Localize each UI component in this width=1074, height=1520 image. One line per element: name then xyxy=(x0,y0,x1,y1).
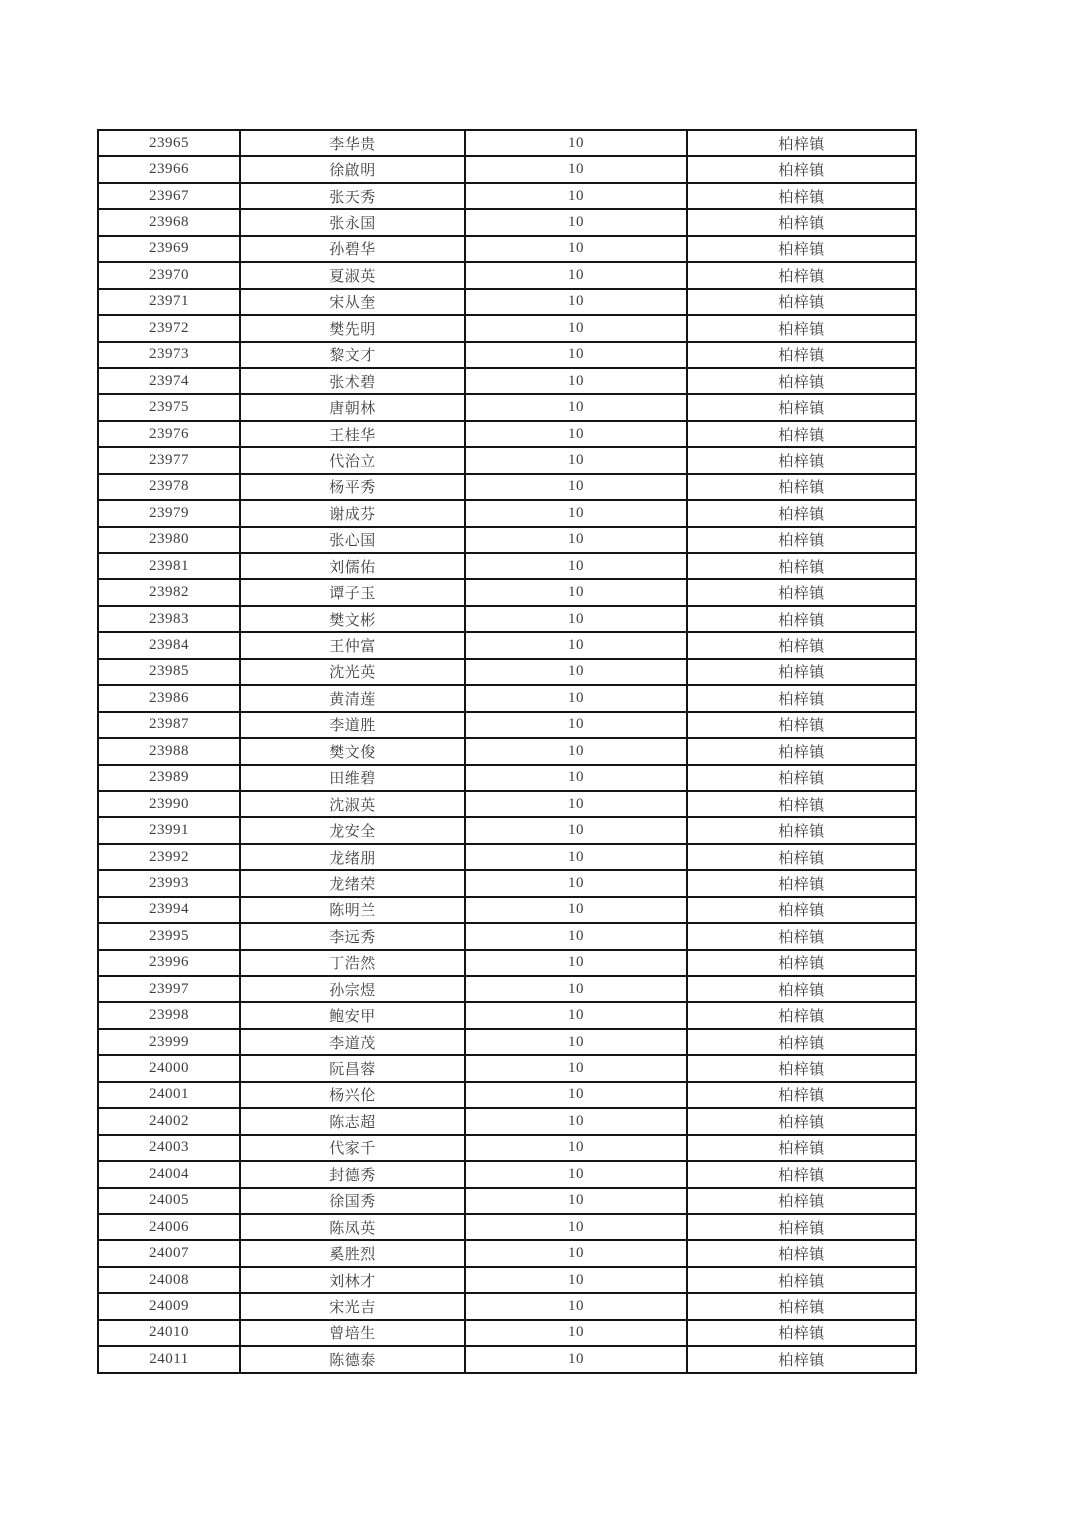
row-value-cell: 10 xyxy=(465,527,687,553)
row-name-cell: 张永国 xyxy=(240,209,465,235)
row-town-cell: 柏梓镇 xyxy=(687,659,916,685)
row-name-cell: 王仲富 xyxy=(240,632,465,658)
row-town-cell: 柏梓镇 xyxy=(687,1161,916,1187)
row-town-cell: 柏梓镇 xyxy=(687,500,916,526)
table-row xyxy=(98,1108,916,1134)
row-value-cell: 10 xyxy=(465,183,687,209)
table-row xyxy=(98,950,916,976)
table-row xyxy=(98,632,916,658)
row-serial-cell: 23997 xyxy=(98,976,240,1002)
table-row xyxy=(98,130,916,156)
row-value-cell: 10 xyxy=(465,1293,687,1319)
row-value-cell: 10 xyxy=(465,870,687,896)
table-row xyxy=(98,685,916,711)
row-value-cell: 10 xyxy=(465,130,687,156)
table-row xyxy=(98,738,916,764)
row-town-cell: 柏梓镇 xyxy=(687,421,916,447)
row-serial-cell: 23975 xyxy=(98,394,240,420)
row-value-cell: 10 xyxy=(465,447,687,473)
row-serial-cell: 23987 xyxy=(98,712,240,738)
row-name-cell: 樊文彬 xyxy=(240,606,465,632)
row-name-cell: 孙宗煜 xyxy=(240,976,465,1002)
row-value-cell: 10 xyxy=(465,1108,687,1134)
table-row xyxy=(98,579,916,605)
row-serial-cell: 23984 xyxy=(98,632,240,658)
row-value-cell: 10 xyxy=(465,421,687,447)
row-name-cell: 徐啟明 xyxy=(240,156,465,182)
table-row xyxy=(98,421,916,447)
row-serial-cell: 23990 xyxy=(98,791,240,817)
row-serial-cell: 24006 xyxy=(98,1214,240,1240)
table-row xyxy=(98,474,916,500)
row-town-cell: 柏梓镇 xyxy=(687,553,916,579)
row-name-cell: 阮昌蓉 xyxy=(240,1055,465,1081)
table-row xyxy=(98,209,916,235)
row-town-cell: 柏梓镇 xyxy=(687,817,916,843)
table-row xyxy=(98,1214,916,1240)
row-name-cell: 张天秀 xyxy=(240,183,465,209)
table-row xyxy=(98,659,916,685)
row-value-cell: 10 xyxy=(465,1161,687,1187)
table-row xyxy=(98,765,916,791)
row-name-cell: 丁浩然 xyxy=(240,950,465,976)
row-town-cell: 柏梓镇 xyxy=(687,183,916,209)
row-value-cell: 10 xyxy=(465,1240,687,1266)
row-value-cell: 10 xyxy=(465,209,687,235)
table-row xyxy=(98,342,916,368)
row-town-cell: 柏梓镇 xyxy=(687,579,916,605)
row-serial-cell: 23989 xyxy=(98,765,240,791)
row-town-cell: 柏梓镇 xyxy=(687,1346,916,1372)
row-name-cell: 刘儒佑 xyxy=(240,553,465,579)
row-town-cell: 柏梓镇 xyxy=(687,1214,916,1240)
row-serial-cell: 23982 xyxy=(98,579,240,605)
row-town-cell: 柏梓镇 xyxy=(687,1240,916,1266)
row-name-cell: 宋从奎 xyxy=(240,289,465,315)
row-value-cell: 10 xyxy=(465,156,687,182)
row-value-cell: 10 xyxy=(465,632,687,658)
table-row xyxy=(98,897,916,923)
row-name-cell: 孙碧华 xyxy=(240,236,465,262)
row-serial-cell: 23995 xyxy=(98,923,240,949)
row-town-cell: 柏梓镇 xyxy=(687,156,916,182)
row-town-cell: 柏梓镇 xyxy=(687,976,916,1002)
row-value-cell: 10 xyxy=(465,712,687,738)
row-value-cell: 10 xyxy=(465,553,687,579)
row-town-cell: 柏梓镇 xyxy=(687,791,916,817)
table-row xyxy=(98,1002,916,1028)
table-row xyxy=(98,262,916,288)
row-name-cell: 李华贵 xyxy=(240,130,465,156)
row-name-cell: 谢成芬 xyxy=(240,500,465,526)
row-town-cell: 柏梓镇 xyxy=(687,870,916,896)
row-value-cell: 10 xyxy=(465,606,687,632)
row-serial-cell: 24002 xyxy=(98,1108,240,1134)
row-value-cell: 10 xyxy=(465,500,687,526)
row-serial-cell: 23973 xyxy=(98,342,240,368)
table-row xyxy=(98,156,916,182)
row-town-cell: 柏梓镇 xyxy=(687,1135,916,1161)
row-town-cell: 柏梓镇 xyxy=(687,1108,916,1134)
row-value-cell: 10 xyxy=(465,1055,687,1081)
row-name-cell: 张术碧 xyxy=(240,368,465,394)
row-name-cell: 杨兴伦 xyxy=(240,1082,465,1108)
row-serial-cell: 24003 xyxy=(98,1135,240,1161)
table-row xyxy=(98,289,916,315)
table-row xyxy=(98,315,916,341)
row-value-cell: 10 xyxy=(465,1346,687,1372)
table-row xyxy=(98,553,916,579)
row-value-cell: 10 xyxy=(465,1320,687,1346)
row-name-cell: 唐朝林 xyxy=(240,394,465,420)
row-town-cell: 柏梓镇 xyxy=(687,527,916,553)
row-name-cell: 樊文俊 xyxy=(240,738,465,764)
row-town-cell: 柏梓镇 xyxy=(687,923,916,949)
row-serial-cell: 23979 xyxy=(98,500,240,526)
row-name-cell: 黄清莲 xyxy=(240,685,465,711)
table-row xyxy=(98,976,916,1002)
row-serial-cell: 23970 xyxy=(98,262,240,288)
row-value-cell: 10 xyxy=(465,791,687,817)
row-serial-cell: 23978 xyxy=(98,474,240,500)
row-value-cell: 10 xyxy=(465,897,687,923)
row-value-cell: 10 xyxy=(465,923,687,949)
row-serial-cell: 24009 xyxy=(98,1293,240,1319)
row-value-cell: 10 xyxy=(465,1135,687,1161)
row-value-cell: 10 xyxy=(465,262,687,288)
row-value-cell: 10 xyxy=(465,289,687,315)
row-value-cell: 10 xyxy=(465,976,687,1002)
row-name-cell: 李道胜 xyxy=(240,712,465,738)
row-value-cell: 10 xyxy=(465,817,687,843)
row-serial-cell: 23965 xyxy=(98,130,240,156)
row-value-cell: 10 xyxy=(465,1082,687,1108)
table-row xyxy=(98,1082,916,1108)
row-serial-cell: 23977 xyxy=(98,447,240,473)
row-name-cell: 李道茂 xyxy=(240,1029,465,1055)
row-town-cell: 柏梓镇 xyxy=(687,289,916,315)
row-name-cell: 王桂华 xyxy=(240,421,465,447)
table-row xyxy=(98,1267,916,1293)
row-name-cell: 龙绪荣 xyxy=(240,870,465,896)
row-value-cell: 10 xyxy=(465,474,687,500)
row-name-cell: 曾培生 xyxy=(240,1320,465,1346)
row-town-cell: 柏梓镇 xyxy=(687,950,916,976)
row-serial-cell: 24011 xyxy=(98,1346,240,1372)
row-town-cell: 柏梓镇 xyxy=(687,474,916,500)
row-name-cell: 黎文才 xyxy=(240,342,465,368)
row-serial-cell: 24004 xyxy=(98,1161,240,1187)
row-name-cell: 代治立 xyxy=(240,447,465,473)
row-town-cell: 柏梓镇 xyxy=(687,1055,916,1081)
row-serial-cell: 23967 xyxy=(98,183,240,209)
row-name-cell: 樊先明 xyxy=(240,315,465,341)
row-town-cell: 柏梓镇 xyxy=(687,765,916,791)
table-row xyxy=(98,1029,916,1055)
row-value-cell: 10 xyxy=(465,685,687,711)
table-row xyxy=(98,500,916,526)
row-serial-cell: 23969 xyxy=(98,236,240,262)
row-serial-cell: 23991 xyxy=(98,817,240,843)
row-value-cell: 10 xyxy=(465,844,687,870)
row-town-cell: 柏梓镇 xyxy=(687,368,916,394)
row-name-cell: 封德秀 xyxy=(240,1161,465,1187)
table-row xyxy=(98,368,916,394)
table-row xyxy=(98,1240,916,1266)
row-serial-cell: 23972 xyxy=(98,315,240,341)
row-town-cell: 柏梓镇 xyxy=(687,262,916,288)
row-name-cell: 李远秀 xyxy=(240,923,465,949)
table-row xyxy=(98,1320,916,1346)
row-town-cell: 柏梓镇 xyxy=(687,606,916,632)
table-row xyxy=(98,1135,916,1161)
row-serial-cell: 23985 xyxy=(98,659,240,685)
row-town-cell: 柏梓镇 xyxy=(687,1002,916,1028)
table-row xyxy=(98,1161,916,1187)
row-name-cell: 陈明兰 xyxy=(240,897,465,923)
row-serial-cell: 24001 xyxy=(98,1082,240,1108)
row-value-cell: 10 xyxy=(465,579,687,605)
row-name-cell: 代家千 xyxy=(240,1135,465,1161)
row-serial-cell: 23996 xyxy=(98,950,240,976)
row-town-cell: 柏梓镇 xyxy=(687,342,916,368)
row-serial-cell: 23999 xyxy=(98,1029,240,1055)
row-serial-cell: 24000 xyxy=(98,1055,240,1081)
row-serial-cell: 23980 xyxy=(98,527,240,553)
records-table xyxy=(97,129,917,1374)
row-serial-cell: 24010 xyxy=(98,1320,240,1346)
table-row xyxy=(98,1346,916,1372)
table-row xyxy=(98,1188,916,1214)
row-serial-cell: 23998 xyxy=(98,1002,240,1028)
row-value-cell: 10 xyxy=(465,1214,687,1240)
row-serial-cell: 23988 xyxy=(98,738,240,764)
row-serial-cell: 23992 xyxy=(98,844,240,870)
row-serial-cell: 23971 xyxy=(98,289,240,315)
row-value-cell: 10 xyxy=(465,368,687,394)
row-serial-cell: 23976 xyxy=(98,421,240,447)
row-town-cell: 柏梓镇 xyxy=(687,1293,916,1319)
row-name-cell: 龙安全 xyxy=(240,817,465,843)
row-name-cell: 沈淑英 xyxy=(240,791,465,817)
row-value-cell: 10 xyxy=(465,236,687,262)
row-value-cell: 10 xyxy=(465,738,687,764)
table-row xyxy=(98,527,916,553)
records-table-body xyxy=(98,130,916,1373)
row-town-cell: 柏梓镇 xyxy=(687,236,916,262)
table-row xyxy=(98,712,916,738)
table-row xyxy=(98,870,916,896)
row-serial-cell: 23968 xyxy=(98,209,240,235)
row-value-cell: 10 xyxy=(465,1267,687,1293)
table-row xyxy=(98,923,916,949)
table-row xyxy=(98,791,916,817)
row-town-cell: 柏梓镇 xyxy=(687,315,916,341)
row-serial-cell: 23994 xyxy=(98,897,240,923)
row-value-cell: 10 xyxy=(465,765,687,791)
row-town-cell: 柏梓镇 xyxy=(687,844,916,870)
table-row xyxy=(98,394,916,420)
row-name-cell: 田维碧 xyxy=(240,765,465,791)
row-value-cell: 10 xyxy=(465,315,687,341)
row-name-cell: 夏淑英 xyxy=(240,262,465,288)
row-town-cell: 柏梓镇 xyxy=(687,1267,916,1293)
row-name-cell: 张心国 xyxy=(240,527,465,553)
row-name-cell: 龙绪朋 xyxy=(240,844,465,870)
row-town-cell: 柏梓镇 xyxy=(687,632,916,658)
row-name-cell: 沈光英 xyxy=(240,659,465,685)
table-row xyxy=(98,606,916,632)
row-name-cell: 徐国秀 xyxy=(240,1188,465,1214)
row-town-cell: 柏梓镇 xyxy=(687,1082,916,1108)
row-town-cell: 柏梓镇 xyxy=(687,1188,916,1214)
row-serial-cell: 23974 xyxy=(98,368,240,394)
row-name-cell: 奚胜烈 xyxy=(240,1240,465,1266)
table-row xyxy=(98,1293,916,1319)
table-row xyxy=(98,447,916,473)
row-town-cell: 柏梓镇 xyxy=(687,712,916,738)
row-serial-cell: 23981 xyxy=(98,553,240,579)
row-name-cell: 陈志超 xyxy=(240,1108,465,1134)
table-row xyxy=(98,183,916,209)
row-value-cell: 10 xyxy=(465,659,687,685)
row-serial-cell: 23983 xyxy=(98,606,240,632)
row-serial-cell: 24008 xyxy=(98,1267,240,1293)
row-value-cell: 10 xyxy=(465,1029,687,1055)
row-serial-cell: 24005 xyxy=(98,1188,240,1214)
row-town-cell: 柏梓镇 xyxy=(687,897,916,923)
table-row xyxy=(98,817,916,843)
row-name-cell: 刘林才 xyxy=(240,1267,465,1293)
row-value-cell: 10 xyxy=(465,394,687,420)
row-town-cell: 柏梓镇 xyxy=(687,685,916,711)
table-row xyxy=(98,844,916,870)
table-row xyxy=(98,236,916,262)
row-name-cell: 陈凤英 xyxy=(240,1214,465,1240)
row-name-cell: 宋光吉 xyxy=(240,1293,465,1319)
row-name-cell: 杨平秀 xyxy=(240,474,465,500)
row-serial-cell: 23966 xyxy=(98,156,240,182)
row-value-cell: 10 xyxy=(465,342,687,368)
table-row xyxy=(98,1055,916,1081)
row-value-cell: 10 xyxy=(465,1002,687,1028)
row-value-cell: 10 xyxy=(465,950,687,976)
row-value-cell: 10 xyxy=(465,1188,687,1214)
row-name-cell: 陈德泰 xyxy=(240,1346,465,1372)
row-name-cell: 鲍安甲 xyxy=(240,1002,465,1028)
row-town-cell: 柏梓镇 xyxy=(687,1320,916,1346)
row-town-cell: 柏梓镇 xyxy=(687,447,916,473)
row-name-cell: 谭子玉 xyxy=(240,579,465,605)
row-town-cell: 柏梓镇 xyxy=(687,738,916,764)
row-town-cell: 柏梓镇 xyxy=(687,394,916,420)
row-serial-cell: 23986 xyxy=(98,685,240,711)
row-serial-cell: 23993 xyxy=(98,870,240,896)
row-town-cell: 柏梓镇 xyxy=(687,209,916,235)
row-town-cell: 柏梓镇 xyxy=(687,130,916,156)
row-serial-cell: 24007 xyxy=(98,1240,240,1266)
row-town-cell: 柏梓镇 xyxy=(687,1029,916,1055)
